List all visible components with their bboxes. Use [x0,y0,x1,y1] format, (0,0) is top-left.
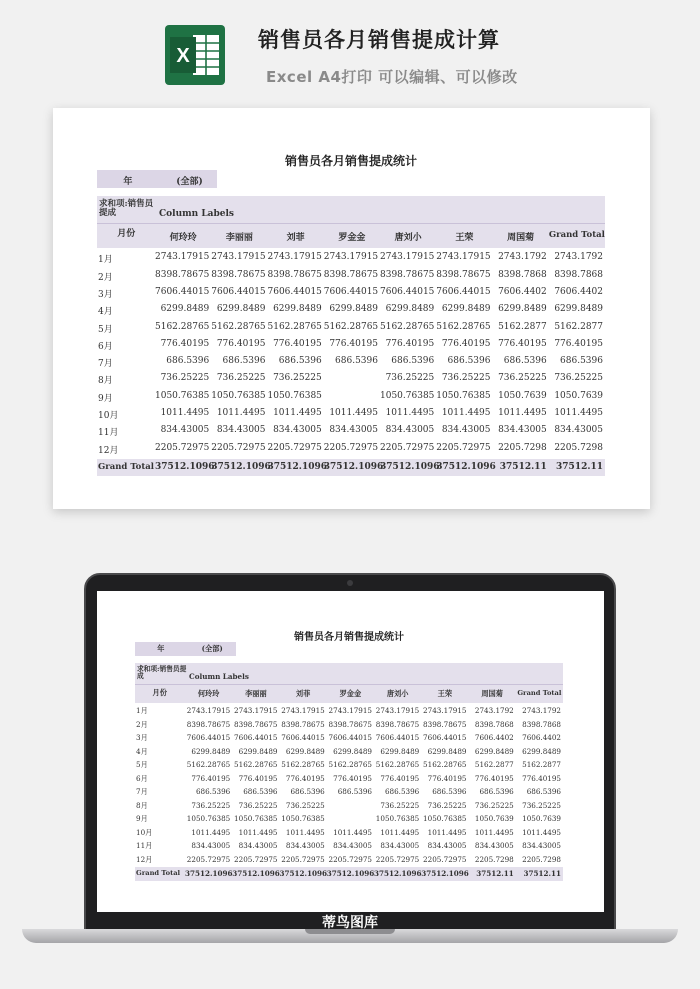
top-cell: 5162.2877 [554,321,603,332]
top-cell: 834.43005 [498,425,547,436]
top-table-row [97,304,605,321]
laptop-row-label[interactable]: 月份 [152,688,167,698]
laptop-cell: 1011.4495 [238,827,278,837]
top-cell: 686.5396 [278,356,322,367]
laptop-cell: 2743.1792 [474,706,514,716]
top-cell: 2205.7298 [498,442,547,453]
top-cell: 2743.17915 [267,252,322,263]
laptop-cell: 776.40195 [285,773,325,783]
laptop-cell: 1011.4495 [333,827,372,837]
top-cell: 6299.8489 [498,304,547,315]
top-cell: 834.43005 [216,425,266,436]
laptop-cell: 6299.8489 [474,746,514,756]
laptop-row-month: 10月 [136,827,153,837]
sheet-preview-top [53,108,650,509]
laptop-cell: 6299.8489 [191,746,231,756]
laptop-table-row [135,787,563,801]
laptop-cell: 686.5396 [337,787,372,797]
laptop-table-row [135,706,563,720]
top-cell: 1011.4495 [498,408,547,419]
top-cell: 2743.17915 [436,252,491,263]
laptop-cell: 2205.72975 [186,854,231,864]
top-column-header: 何玲玲 [169,233,197,244]
laptop-column-header: 刘菲 [295,689,311,699]
laptop-cell: 834.43005 [380,841,420,851]
top-column-header: 唐刘小 [394,233,422,244]
top-cell: 2205.72975 [323,442,379,453]
top-cell: 686.5396 [222,356,266,367]
top-cell: 8398.78675 [323,269,379,280]
top-cell: 5162.28765 [436,321,491,332]
top-cell: 6299.8489 [385,304,435,315]
top-grand-total-cell: 37512.11 [499,461,547,472]
laptop-column-header: 何玲玲 [197,689,220,699]
top-cell: 686.5396 [560,356,603,367]
laptop-cell: 2743.17915 [186,706,231,716]
top-cell: 736.25225 [160,373,210,384]
top-cell: 6299.8489 [216,304,266,315]
top-cell: 5162.28765 [323,321,379,332]
laptop-header-divider [135,684,563,685]
top-cell: 2205.72975 [436,442,491,453]
laptop-measure-label: 求和项:销售员提成 [137,665,187,681]
laptop-table-row [135,760,563,774]
top-cell: 2743.17915 [380,252,435,263]
laptop-cell: 1011.4495 [191,827,231,837]
laptop-cell: 1050.76385 [423,814,467,824]
laptop-column-header: 王荣 [437,689,453,699]
top-cell: 1011.4495 [329,408,378,419]
top-cell: 5162.28765 [211,321,266,332]
top-cell: 834.43005 [385,425,435,436]
top-row-month: 4月 [98,307,113,318]
laptop-cell: 834.43005 [333,841,372,851]
top-cell: 8398.78675 [267,269,322,280]
top-cell: 1011.4495 [273,408,322,419]
laptop-cell: 5162.28765 [281,760,325,770]
top-cell: 776.40195 [273,338,322,349]
top-row-month: 1月 [98,255,113,266]
laptop-cell: 5162.28765 [375,760,420,770]
laptop-cell: 7606.4402 [474,733,514,743]
sheet-preview-laptop [97,591,604,912]
laptop-cell: 5162.2877 [474,760,514,770]
top-table-row [97,443,605,460]
top-table-row [97,339,605,356]
laptop-cell: 2205.7298 [522,854,561,864]
top-cell: 5162.2877 [498,321,547,332]
laptop-filter-label: 年 [157,644,165,654]
laptop-cell: 776.40195 [474,773,514,783]
laptop-filter-value[interactable]: (全部) [201,644,223,654]
top-cell: 2743.1792 [498,252,547,263]
top-grand-total-row [97,459,605,476]
laptop-cell: 5162.28765 [328,760,372,770]
top-row-month: 9月 [98,393,113,404]
top-filter-label: 年 [123,176,133,187]
laptop-grand-total-cell: 37512.1096 [374,869,422,879]
laptop-cell: 5162.28765 [423,760,467,770]
laptop-cell: 736.25225 [238,800,278,810]
laptop-grand-total-cell: 37512.11 [523,869,561,879]
top-row-month: 11月 [98,428,119,439]
laptop-filter-row [135,642,236,656]
top-cell: 736.25225 [385,373,435,384]
top-header-divider [97,223,605,224]
top-table-row [97,373,605,390]
laptop-grand-total-cell: 37512.11 [476,869,514,879]
top-row-label[interactable]: 月份 [117,229,136,240]
top-cell: 8398.78675 [211,269,266,280]
top-cell: 7606.44015 [267,286,322,297]
top-grand-total-cell: 37512.1096 [380,461,440,472]
top-cell: 1011.4495 [385,408,435,419]
top-cell: 1050.76385 [267,390,322,401]
top-cell: 1050.7639 [498,390,547,401]
laptop-cell: 776.40195 [238,773,278,783]
top-cell: 776.40195 [216,338,266,349]
laptop-cell: 776.40195 [191,773,231,783]
top-cell: 5162.28765 [155,321,210,332]
top-cell: 6299.8489 [329,304,378,315]
top-cell: 8398.78675 [436,269,491,280]
laptop-cell: 686.5396 [195,787,231,797]
laptop-cell: 776.40195 [427,773,467,783]
laptop-cell: 736.25225 [191,800,231,810]
laptop-cell: 776.40195 [522,773,561,783]
camera-dot [347,580,353,586]
top-column-header: 罗金金 [338,233,366,244]
laptop-cell: 2743.1792 [522,706,561,716]
laptop-cell: 1050.76385 [281,814,325,824]
laptop-cell: 834.43005 [522,841,561,851]
laptop-cell: 686.5396 [432,787,467,797]
laptop-row-month: 8月 [136,800,148,810]
top-grand-total-cell: 37512.1096 [155,461,215,472]
top-column-labels[interactable]: Column Labels [159,208,234,219]
laptop-cell: 1011.4495 [427,827,467,837]
laptop-cell: 1050.7639 [474,814,514,824]
top-cell: 6299.8489 [441,304,491,315]
top-table-row [97,252,605,269]
top-cell: 7606.44015 [211,286,266,297]
top-cell: 736.25225 [216,373,266,384]
laptop-cell: 2205.72975 [328,854,372,864]
top-cell: 2743.1792 [554,252,603,263]
laptop-cell: 2205.72975 [234,854,278,864]
laptop-table-row [135,841,563,855]
page-title: 销售员各月销售提成计算 [258,28,500,52]
top-table-row [97,356,605,373]
laptop-table-row [135,855,563,869]
laptop-cell: 686.5396 [243,787,278,797]
laptop-cell: 2743.17915 [281,706,325,716]
top-cell: 834.43005 [441,425,491,436]
laptop-column-header: Grand Total [517,689,562,698]
top-cell: 1050.76385 [380,390,435,401]
laptop-cell: 2205.72975 [375,854,420,864]
laptop-table-row [135,814,563,828]
laptop-cell: 7606.44015 [328,733,372,743]
laptop-cell: 736.25225 [474,800,514,810]
top-cell: 776.40195 [329,338,378,349]
laptop-cell: 6299.8489 [333,746,372,756]
top-grand-total-cell: 37512.1096 [323,461,384,472]
laptop-row-month: 11月 [136,841,153,851]
top-row-month: 2月 [98,272,113,283]
top-column-header: 王荣 [455,233,474,244]
page-subtitle: Excel A4打印 可以编辑、可以修改 [266,68,518,86]
top-cell: 686.5396 [503,356,547,367]
top-cell: 1050.7639 [554,390,603,401]
top-cell: 2205.72975 [267,442,322,453]
top-cell: 7606.44015 [380,286,435,297]
laptop-grand-total-cell: 37512.1096 [185,869,233,879]
top-cell: 686.5396 [166,356,210,367]
top-cell: 6299.8489 [273,304,322,315]
laptop-column-labels[interactable]: Column Labels [189,672,249,682]
top-cell: 1050.76385 [436,390,491,401]
top-cell: 2743.17915 [323,252,379,263]
laptop-cell: 8398.78675 [186,719,231,729]
excel-icon [163,23,227,87]
top-measure-label: 求和项:销售员提成 [99,199,154,219]
top-table-row [97,408,605,425]
laptop-cell: 686.5396 [290,787,325,797]
top-cell: 5162.28765 [267,321,322,332]
top-cell: 776.40195 [554,338,603,349]
laptop-cell: 834.43005 [474,841,514,851]
laptop-cell: 8398.7868 [474,719,514,729]
laptop-cell: 736.25225 [522,800,561,810]
top-cell: 776.40195 [441,338,491,349]
top-filter-value[interactable]: (全部) [176,176,203,187]
laptop-row-month: 6月 [136,773,148,783]
laptop-table-row [135,747,563,761]
top-cell: 2743.17915 [211,252,266,263]
laptop-table-row [135,733,563,747]
top-cell: 1011.4495 [216,408,266,419]
laptop-cell: 6299.8489 [380,746,420,756]
laptop-cell: 776.40195 [380,773,420,783]
top-cell: 2205.72975 [155,442,210,453]
top-cell: 8398.78675 [380,269,435,280]
laptop-cell: 1011.4495 [474,827,514,837]
top-grand-total-cell: 37512.1096 [211,461,271,472]
top-cell: 8398.7868 [554,269,603,280]
laptop-table-row [135,828,563,842]
svg-text:X: X [176,45,190,67]
top-cell: 2205.72975 [211,442,266,453]
laptop-cell: 834.43005 [427,841,467,851]
laptop-cell: 7606.44015 [281,733,325,743]
top-report-title: 销售员各月销售提成统计 [284,154,417,168]
top-cell: 7606.4402 [498,286,547,297]
top-cell: 7606.4402 [554,286,603,297]
top-cell: 1050.76385 [155,390,210,401]
laptop-cell: 5162.2877 [522,760,561,770]
laptop-cell: 736.25225 [427,800,467,810]
laptop-cell: 736.25225 [380,800,420,810]
laptop-cell: 686.5396 [384,787,420,797]
top-row-month: 3月 [98,289,113,300]
laptop-cell: 6299.8489 [285,746,325,756]
top-grand-total-cell: 37512.1096 [267,461,327,472]
laptop-cell: 8398.78675 [423,719,467,729]
laptop-column-header: 周国菊 [481,689,503,699]
top-cell: 7606.44015 [323,286,379,297]
top-cell: 686.5396 [391,356,435,367]
laptop-cell: 686.5396 [479,787,514,797]
top-column-header: Grand Total [548,230,605,241]
laptop-cell: 686.5396 [526,787,561,797]
laptop-header-band [135,663,563,703]
top-row-month: 12月 [98,445,119,456]
top-table-row [97,425,605,442]
top-table-row [97,270,605,287]
top-cell: 6299.8489 [554,304,603,315]
top-cell: 1011.4495 [554,408,603,419]
laptop-cell: 6299.8489 [238,746,278,756]
laptop-cell: 1011.4495 [380,827,420,837]
top-cell: 736.25225 [273,373,322,384]
laptop-row-month: 5月 [136,760,148,770]
top-cell: 686.5396 [447,356,491,367]
top-row-month: 6月 [98,341,113,352]
laptop-cell: 5162.28765 [186,760,231,770]
top-cell: 686.5396 [335,356,378,367]
laptop-cell: 8398.78675 [281,719,325,729]
laptop-cell: 2743.17915 [423,706,467,716]
laptop-cell: 736.25225 [285,800,325,810]
laptop-table-row [135,720,563,734]
top-cell: 2205.72975 [380,442,435,453]
laptop-cell: 7606.4402 [522,733,561,743]
top-row-month: 10月 [98,411,119,422]
laptop-grand-total-row [135,867,563,881]
laptop-cell: 7606.44015 [186,733,231,743]
top-cell: 1050.76385 [211,390,266,401]
top-cell: 776.40195 [385,338,435,349]
top-cell: 7606.44015 [155,286,210,297]
laptop-cell: 6299.8489 [522,746,561,756]
top-cell: 5162.28765 [380,321,435,332]
top-cell: 776.40195 [160,338,210,349]
top-row-month: 7月 [98,359,113,370]
laptop-row-month: 3月 [136,733,148,743]
top-cell: 2743.17915 [155,252,210,263]
laptop-cell: 8398.78675 [234,719,278,729]
top-table-row [97,287,605,304]
top-cell: 776.40195 [498,338,547,349]
laptop-table-row [135,801,563,815]
top-cell: 7606.44015 [436,286,491,297]
laptop-grand-total-cell: 37512.1096 [279,869,328,879]
laptop-column-header: 罗金金 [339,689,362,699]
brand-label: 蒂鸟图库 [322,915,378,931]
laptop-grand-total-label: Grand Total [136,869,181,878]
laptop-cell: 1050.76385 [375,814,420,824]
laptop-row-month: 7月 [136,787,148,797]
laptop-cell: 2743.17915 [234,706,278,716]
top-cell: 8398.78675 [155,269,210,280]
top-grand-total-cell: 37512.1096 [436,461,496,472]
laptop-cell: 1011.4495 [522,827,561,837]
laptop-cell: 2743.17915 [328,706,372,716]
top-filter-row [97,170,217,188]
laptop-cell: 834.43005 [191,841,231,851]
laptop-row-month: 1月 [136,706,148,716]
laptop-cell: 776.40195 [333,773,372,783]
top-header-band [97,196,605,248]
top-cell: 2205.7298 [554,442,603,453]
laptop-grand-total-cell: 37512.1096 [421,869,469,879]
top-cell: 1011.4495 [160,408,210,419]
top-cell: 736.25225 [441,373,491,384]
laptop-cell: 8398.78675 [375,719,420,729]
top-grand-total-label: Grand Total [98,461,155,472]
laptop-row-month: 4月 [136,746,148,756]
laptop-cell: 8398.78675 [328,719,372,729]
laptop-table-row [135,774,563,788]
laptop-cell: 1050.76385 [234,814,278,824]
top-row-month: 8月 [98,376,113,387]
laptop-report-title: 销售员各月销售提成统计 [294,632,404,643]
top-cell: 736.25225 [498,373,547,384]
top-grand-total-cell: 37512.11 [556,461,603,472]
top-column-header: 李丽丽 [225,233,253,244]
laptop-cell: 7606.44015 [423,733,467,743]
laptop-cell: 1050.7639 [522,814,561,824]
top-cell: 834.43005 [273,425,322,436]
laptop-cell: 2205.72975 [423,854,467,864]
laptop-cell: 1050.76385 [186,814,231,824]
laptop-grand-total-cell: 37512.1096 [232,869,280,879]
top-cell: 834.43005 [160,425,210,436]
laptop-grand-total-cell: 37512.1096 [326,869,375,879]
laptop-cell: 5162.28765 [234,760,278,770]
laptop-cell: 834.43005 [285,841,325,851]
top-column-header: 周国菊 [507,233,535,244]
top-cell: 834.43005 [554,425,603,436]
laptop-cell: 6299.8489 [427,746,467,756]
top-table-row [97,391,605,408]
top-cell: 736.25225 [554,373,603,384]
laptop-row-month: 12月 [136,854,153,864]
laptop-cell: 834.43005 [238,841,278,851]
top-column-header: 刘菲 [286,233,305,244]
laptop-cell: 2205.72975 [281,854,325,864]
laptop-cell: 2205.7298 [474,854,514,864]
laptop-row-month: 2月 [136,719,148,729]
laptop-column-header: 唐刘小 [386,689,409,699]
laptop-cell: 7606.44015 [234,733,278,743]
top-cell: 834.43005 [329,425,378,436]
top-row-month: 5月 [98,324,113,335]
laptop-cell: 2743.17915 [375,706,420,716]
laptop-cell: 1011.4495 [285,827,325,837]
top-table-row [97,322,605,339]
laptop-cell: 8398.7868 [522,719,561,729]
top-cell: 6299.8489 [160,304,210,315]
laptop-column-header: 李丽丽 [245,689,267,699]
laptop-row-month: 9月 [136,814,148,824]
laptop-cell: 7606.44015 [375,733,420,743]
top-cell: 1011.4495 [441,408,491,419]
top-cell: 8398.7868 [498,269,547,280]
